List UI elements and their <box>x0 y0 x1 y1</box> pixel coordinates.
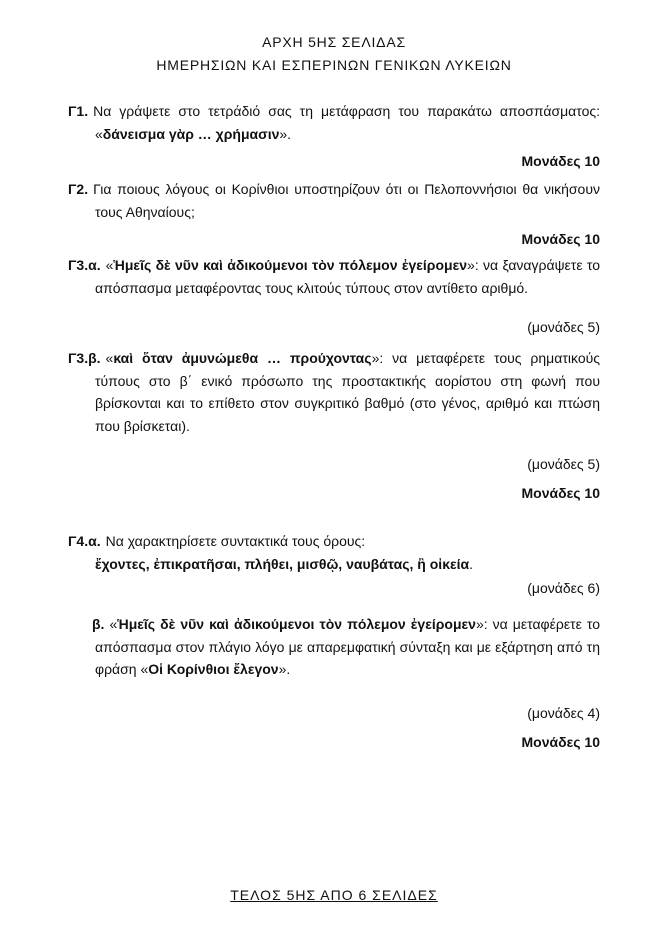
points-main-g1: Μονάδες 10 <box>521 153 600 169</box>
question-g4b-quote2: Οἱ Κορίνθιοι ἔλεγον <box>148 661 279 677</box>
header-line-2: ΗΜΕΡΗΣΙΩΝ ΚΑΙ ΕΣΠΕΡΙΝΩΝ ΓΕΝΙΚΩΝ ΛΥΚΕΙΩΝ <box>156 56 512 73</box>
question-g3b-quote: καὶ ὅταν ἀμυνώμεθα … προύχοντας <box>113 350 372 366</box>
question-g3b-label: Γ3.β. <box>68 350 101 366</box>
question-g3b-text <box>68 347 600 437</box>
question-g3a-post: »: να ξαναγράψετε το απόσπασμα μεταφέροντας τους κλιτούς τύπους στον αντίθετο αριθμό. <box>95 257 601 296</box>
question-g3a-pre: « <box>105 257 114 273</box>
question-g2-body: Για ποιους λόγους οι Κορίνθιοι υποστηρίζουν ότι οι Πελοποννήσιοι θα νικήσουν τους Αθηναίους; <box>93 181 600 220</box>
question-g1-pre: Να γράψετε στο τετράδιό σας τη μετάφραση του παρακάτω αποσπάσματος: « <box>93 103 600 142</box>
question-g4a-intro: Να χαρακτηρίσετε συντακτικά τους όρους: <box>105 533 366 549</box>
question-g4b-mid: »: να μεταφέρετε το απόσπασμα στον πλάγιο λόγο με απαρεμφατική σύνταξη και με εξάρτηση από τη φράση « <box>95 616 600 677</box>
points-main-g3b: Μονάδες 10 <box>521 485 600 501</box>
question-g4b-pre: « <box>109 616 118 632</box>
question-g3a-quote: Ἡμεῖς δὲ νῦν καὶ ἀδικούμενοι τὸν πόλεμον ἐγείρομεν <box>113 257 468 273</box>
question-g1-post: ». <box>279 125 292 142</box>
points-sub-g4b: (μονάδες 4) <box>527 705 600 721</box>
points-main-g2: Μονάδες 10 <box>521 231 600 247</box>
question-g3a <box>68 254 600 299</box>
question-g1-text <box>68 100 600 145</box>
question-g1-quote: δάνεισμα γὰρ … χρήμασιν <box>102 125 280 142</box>
question-g4a-label: Γ4.α. <box>68 533 101 549</box>
question-g3b <box>68 347 600 437</box>
question-g4b-label: β. <box>92 616 105 632</box>
question-g4a-text <box>68 530 600 575</box>
question-g4b <box>68 613 600 681</box>
question-g4a <box>68 530 600 575</box>
question-g4a-terms: ἔχοντες, ἐπικρατῆσαι, πλήθει, μισθῷ, ναυβάτας, ἢ οἰκεία <box>95 555 470 572</box>
question-g1 <box>68 100 600 145</box>
points-sub-g3a: (μονάδες 5) <box>527 319 600 335</box>
points-sub-g4a: (μονάδες 6) <box>527 580 600 596</box>
page-footer <box>0 884 668 907</box>
question-g2-label: Γ2. <box>68 181 89 197</box>
question-g4b-text <box>68 613 600 681</box>
question-g3b-post: »: να μεταφέρετε τους ρηματικούς τύπους στο β΄ ενικό πρόσωπο της προστακτικής αορίστου στη φωνή που βρίσκονται και το επίθετο στον συγκριτικό βαθμό (στο γένος, αριθμό και πτώση που βρίσκεται). <box>95 350 601 434</box>
points-sub-g3b: (μονάδες 5) <box>527 456 600 472</box>
question-g3b-pre: « <box>105 350 114 366</box>
footer-text: ΤΕΛΟΣ 5ΗΣ ΑΠΟ 6 ΣΕΛΙΔΕΣ <box>230 887 438 903</box>
page-header <box>0 31 668 76</box>
points-main-g4b: Μονάδες 10 <box>521 734 600 750</box>
question-g4a-post: . <box>469 555 474 572</box>
question-g2 <box>68 178 600 223</box>
question-g4b-quote1: Ἡμεῖς δὲ νῦν καὶ ἀδικούμενοι τὸν πόλεμον ἐγείρομεν <box>117 616 476 632</box>
question-g1-label: Γ1. <box>68 103 89 119</box>
question-g3a-label: Γ3.α. <box>68 257 101 273</box>
question-g2-text <box>68 178 600 223</box>
question-g4b-post: ». <box>278 661 291 677</box>
header-line-1: ΑΡΧΗ 5ΗΣ ΣΕΛΙΔΑΣ <box>262 34 406 50</box>
question-g3a-text <box>68 254 600 299</box>
